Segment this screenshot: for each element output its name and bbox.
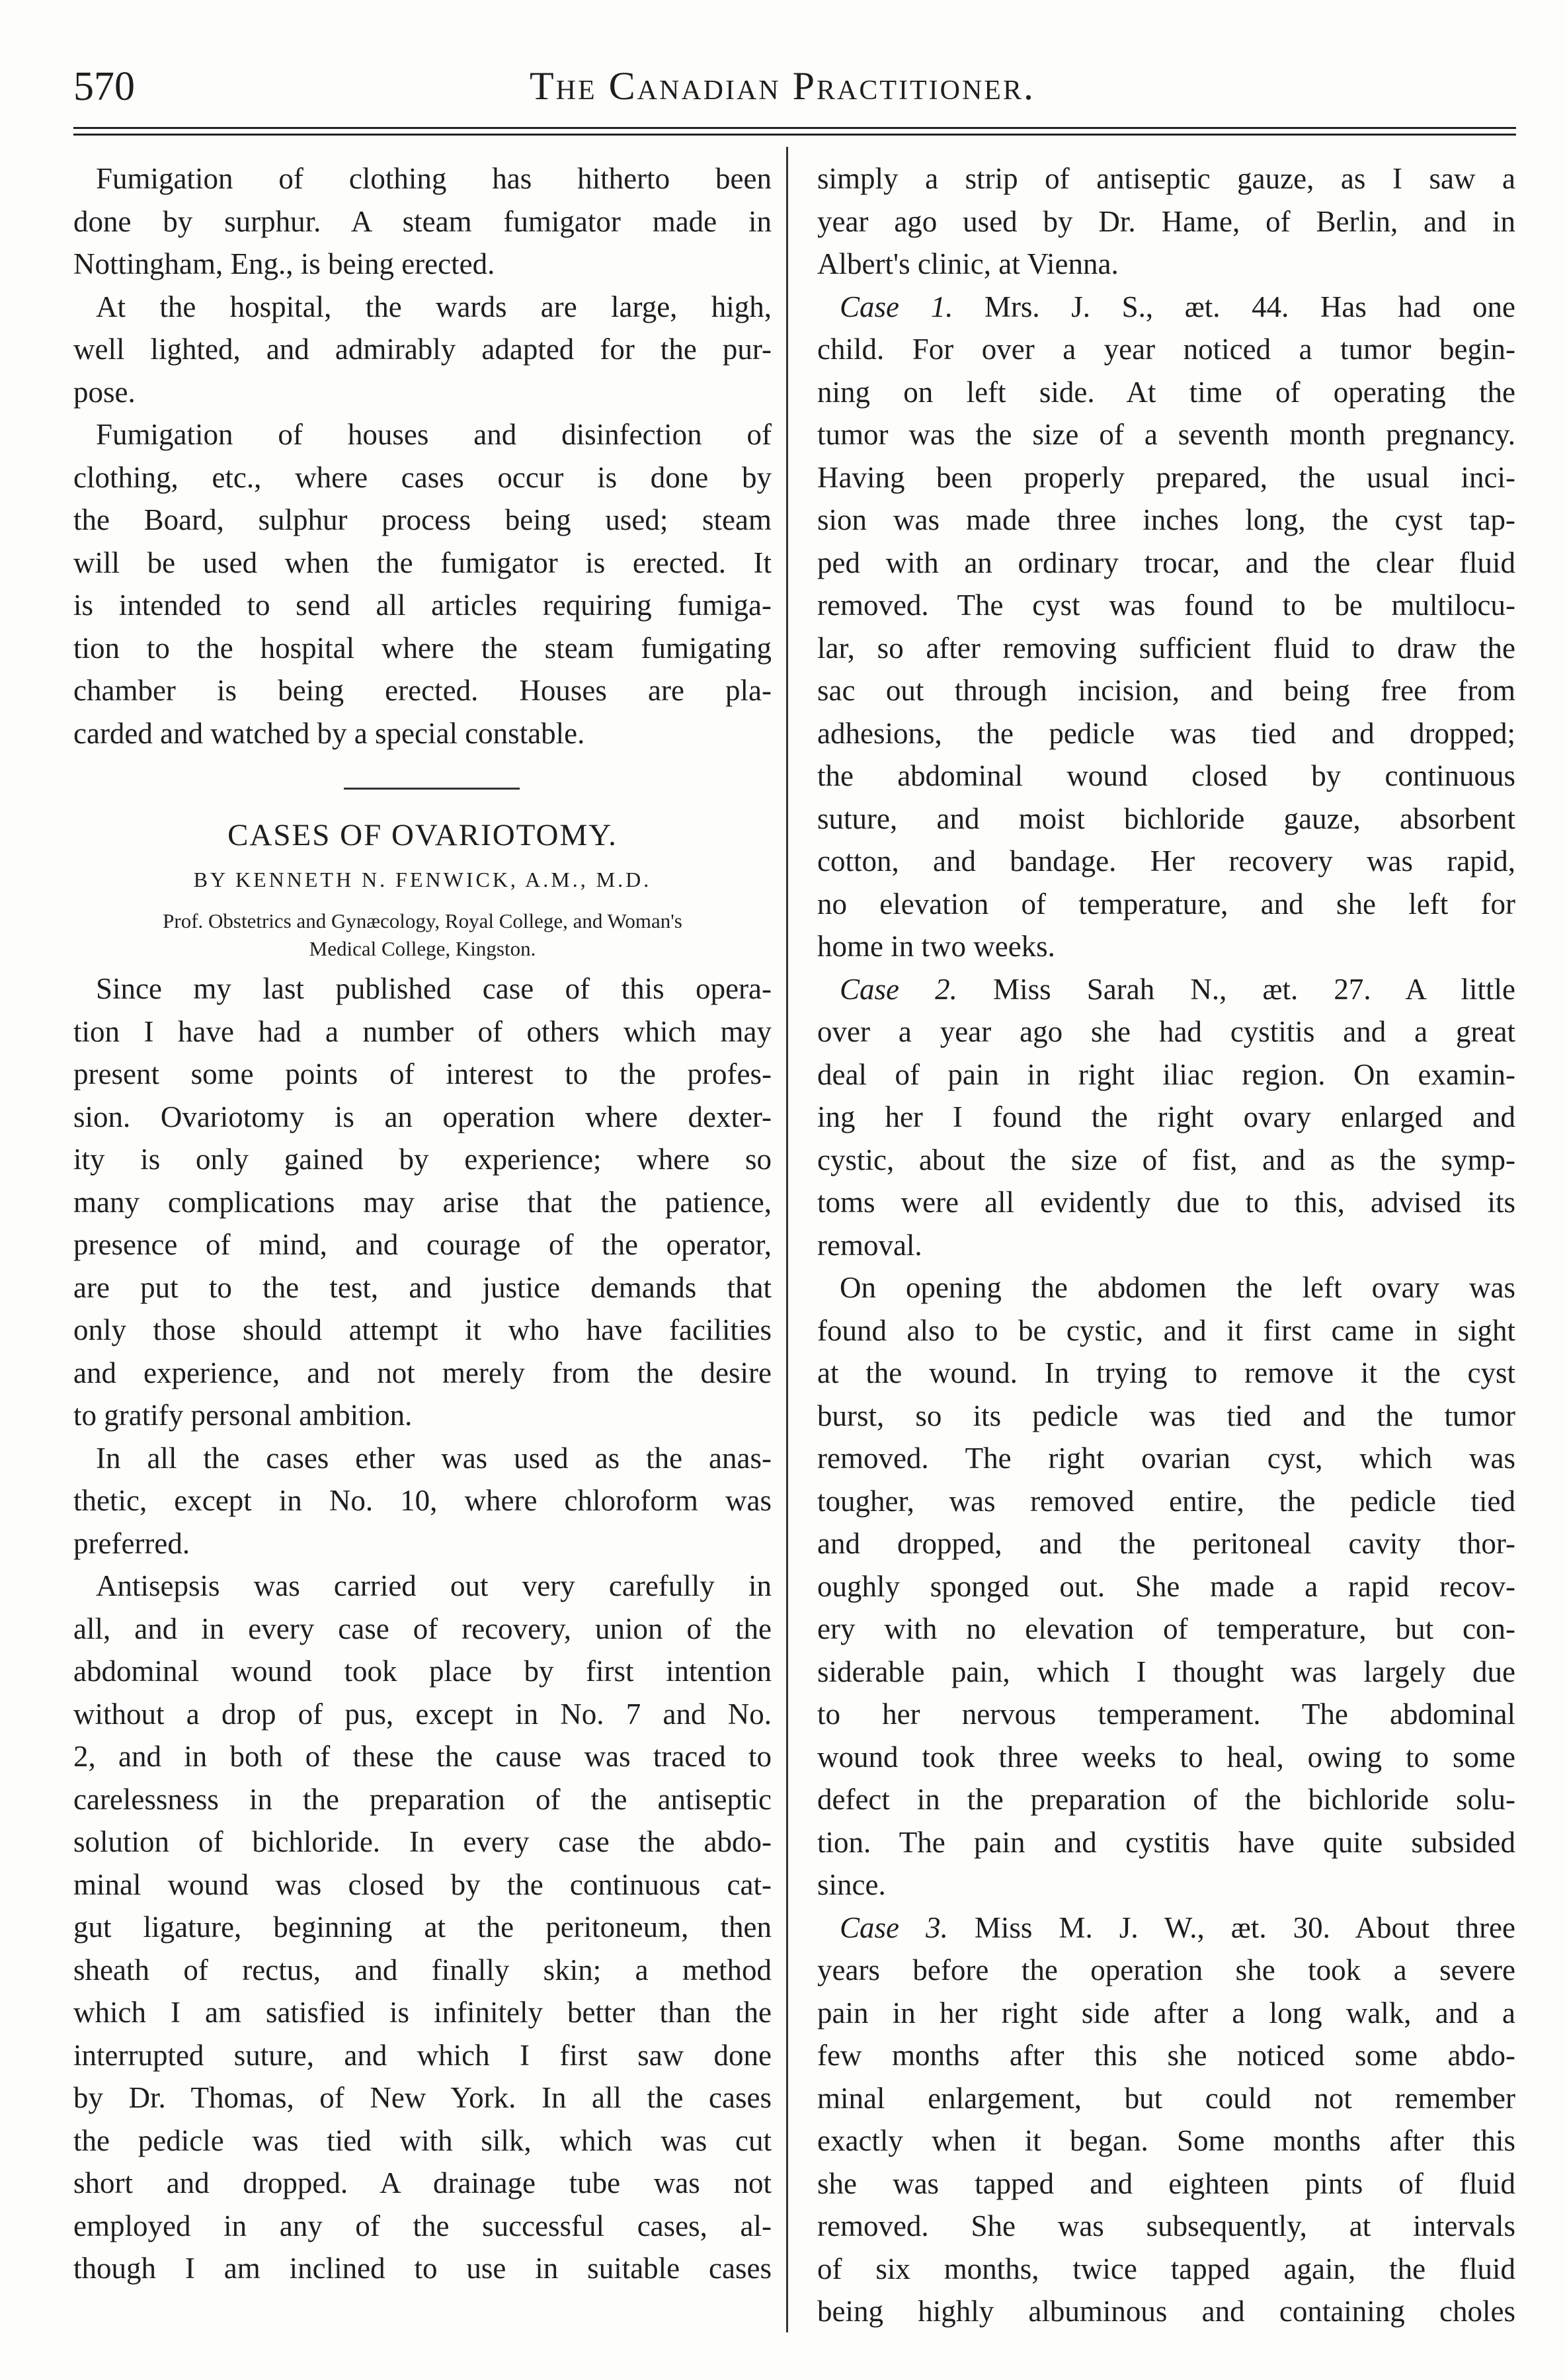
text-line: ery with no elevation of temperature, but con-	[817, 1612, 1515, 1645]
text-line: the Board, sulphur process being used; steam	[73, 503, 772, 536]
text-line: to her nervous temperament. The abdominal	[817, 1698, 1515, 1731]
text-line: few months after this she noticed some abdo-	[817, 2039, 1515, 2072]
text-line: defect in the preparation of the bichloride solu-	[817, 1783, 1515, 1816]
text-line: adhesions, the pedicle was tied and dropped;	[817, 716, 1515, 750]
text-line: Albert's clinic, at Vienna.	[817, 247, 1119, 280]
text-line: which I am satisfied is infinitely better than the	[73, 1996, 772, 2029]
article-byline: BY KENNETH N. FENWICK, A.M., M.D.	[193, 868, 652, 891]
text-line: suture, and moist bichloride gauze, absorbent	[817, 801, 1515, 835]
text-line: pose.	[73, 375, 136, 409]
text-line: On opening the abdomen the left ovary was	[840, 1271, 1515, 1304]
text-line: Fumigation of clothing has hitherto been	[96, 162, 772, 195]
text-line: without a drop of pus, except in No. 7 and No.	[73, 1697, 772, 1731]
text-line: is intended to send all articles requiring fumiga-	[73, 589, 772, 622]
text-line: removed. The cyst was found to be multilocu-	[817, 589, 1515, 622]
left-column-top	[73, 157, 772, 755]
text-line: child. For over a year noticed a tumor begin-	[817, 333, 1515, 366]
line-text: Mrs. J. S., æt. 44. Has had one	[953, 290, 1516, 323]
column-divider	[786, 147, 788, 2332]
text-line: present some points of interest to the profes-	[73, 1057, 772, 1090]
text-line: tougher, was removed entire, the pedicle tied	[817, 1484, 1515, 1518]
text-line: found also to be cystic, and it first came in sight	[817, 1313, 1515, 1347]
text-line: all, and in every case of recovery, union of the	[73, 1612, 772, 1645]
text-line: ing her I found the right ovary enlarged and	[817, 1100, 1515, 1133]
text-line: cotton, and bandage. Her recovery was rapid,	[817, 844, 1515, 878]
text-line: employed in any of the successful cases, al-	[73, 2209, 772, 2242]
text-line: 2, and in both of these the cause was traced to	[73, 1740, 772, 1773]
affiliation-line: Prof. Obstetrics and Gynæcology, Royal College, and Woman's	[163, 909, 682, 932]
article-title: CASES OF OVARIOTOMY.	[227, 818, 618, 852]
text-line: removal.	[817, 1228, 922, 1262]
text-line: are put to the test, and justice demands that	[73, 1270, 772, 1304]
header-rule-bottom	[73, 134, 1516, 136]
text-line: the pedicle was tied with silk, which was cut	[73, 2123, 772, 2157]
case-label: Case 1.	[840, 290, 953, 323]
text-line: removed. The right ovarian cyst, which was	[817, 1442, 1515, 1475]
text-line: sion was made three inches long, the cyst tap-	[817, 503, 1515, 536]
affiliation-line: Medical College, Kingston.	[309, 937, 536, 960]
text-line: Since my last published case of this opera-	[96, 972, 772, 1005]
paragraph	[817, 968, 1515, 1267]
text-line: tumor was the size of a seventh month pregnancy.	[817, 418, 1515, 451]
text-line: gut ligature, beginning at the peritoneum, then	[73, 1910, 772, 1944]
text-line: tion to the hospital where the steam fumigating	[73, 631, 772, 665]
line-text: Miss Sarah N., æt. 27. A little	[957, 972, 1516, 1006]
text-line: tion I have had a number of others which may	[73, 1014, 772, 1048]
text-line: simply a strip of antiseptic gauze, as I saw a	[817, 162, 1515, 195]
text-line: though I am inclined to use in suitable cases	[73, 2252, 772, 2285]
text-line: cystic, about the size of fist, and as the symp-	[817, 1143, 1515, 1176]
text-line: well lighted, and admirably adapted for the pur-	[73, 333, 772, 366]
text-line: toms were all evidently due to this, advised its	[817, 1186, 1515, 1219]
paragraph	[73, 413, 772, 755]
paragraph	[73, 157, 772, 286]
text-line: Nottingham, Eng., is being erected.	[73, 247, 495, 280]
text-line	[817, 1907, 1515, 1949]
text-line: In all the cases ether was used as the anas-	[96, 1441, 772, 1475]
header-rule-top	[73, 127, 1516, 129]
text-line: sheath of rectus, and finally skin; a method	[73, 1953, 772, 1987]
text-line: ity is only gained by experience; where so	[73, 1143, 772, 1176]
paragraph	[73, 967, 772, 1437]
text-line: sac out through incision, and being free from	[817, 674, 1515, 707]
text-line: carded and watched by a special constable.	[73, 716, 585, 750]
text-line: home in two weeks.	[817, 930, 1055, 963]
text-line: and dropped, and the peritoneal cavity thor-	[817, 1527, 1515, 1560]
text-line: carelessness in the preparation of the antiseptic	[73, 1782, 772, 1816]
text-line: tion. The pain and cystitis have quite subsided	[817, 1825, 1515, 1859]
text-line: deal of pain in right iliac region. On examin-	[817, 1057, 1515, 1091]
case-label: Case 3.	[840, 1910, 948, 1944]
text-line: Fumigation of houses and disinfection of	[96, 418, 772, 451]
paragraph	[817, 286, 1515, 968]
left-column-article	[73, 967, 772, 2290]
text-line: minal wound was closed by the continuous cat-	[73, 1867, 772, 1901]
paragraph	[817, 1266, 1515, 1907]
text-line: over a year ago she had cystitis and a great	[817, 1015, 1515, 1048]
text-line: being highly albuminous and containing choles	[817, 2295, 1515, 2328]
text-line: the abdominal wound closed by continuous	[817, 759, 1515, 792]
running-title: The Canadian Practitioner.	[530, 64, 1035, 108]
text-line: At the hospital, the wards are large, high,	[96, 290, 772, 323]
text-line: at the wound. In trying to remove it the cyst	[817, 1356, 1515, 1389]
text-line: Having been properly prepared, the usual inci-	[817, 460, 1515, 494]
text-line: preferred.	[73, 1526, 190, 1560]
text-line: Antisepsis was carried out very carefully in	[96, 1569, 772, 1602]
text-line: wound took three weeks to heal, owing to some	[817, 1740, 1515, 1774]
page-number: 570	[73, 64, 135, 109]
text-line: and experience, and not merely from the desire	[73, 1356, 772, 1389]
text-line	[817, 968, 1515, 1011]
text-line: oughly sponged out. She made a rapid recov-	[817, 1569, 1515, 1603]
text-line: short and dropped. A drainage tube was not	[73, 2166, 772, 2199]
text-line: no elevation of temperature, and she left for	[817, 887, 1515, 921]
text-line: she was tapped and eighteen pints of fluid	[817, 2166, 1515, 2200]
text-line: chamber is being erected. Houses are pla-	[73, 674, 772, 707]
paragraph	[817, 157, 1515, 286]
text-line: ped with an ordinary trocar, and the clear fluid	[817, 546, 1515, 579]
text-line: pain in her right side after a long walk, and a	[817, 1996, 1515, 2030]
text-line: abdominal wound took place by first intention	[73, 1655, 772, 1688]
paragraph	[73, 1437, 772, 1565]
text-line: done by surphur. A steam fumigator made in	[73, 204, 772, 238]
text-line: siderable pain, which I thought was largely due	[817, 1655, 1515, 1688]
text-line: sion. Ovariotomy is an operation where dexter-	[73, 1100, 772, 1133]
text-line	[817, 286, 1515, 329]
text-line: years before the operation she took a severe	[817, 1953, 1515, 1987]
line-text: Miss M. J. W., æt. 30. About three	[947, 1910, 1516, 1944]
case-label: Case 2.	[840, 972, 957, 1006]
text-line: minal enlargement, but could not remember	[817, 2081, 1515, 2115]
text-line: of six months, twice tapped again, the fluid	[817, 2252, 1515, 2285]
text-line: to gratify personal ambition.	[73, 1399, 413, 1432]
text-line: many complications may arise that the patience,	[73, 1185, 772, 1219]
text-line: since.	[817, 1868, 886, 1901]
text-line: year ago used by Dr. Hame, of Berlin, and in	[817, 204, 1515, 238]
text-line: lar, so after removing sufficient fluid to draw the	[817, 631, 1515, 665]
text-line: interrupted suture, and which I first saw done	[73, 2038, 772, 2072]
paragraph	[73, 286, 772, 414]
text-line: clothing, etc., where cases occur is done by	[73, 460, 772, 494]
paragraph	[73, 1565, 772, 2290]
text-line: presence of mind, and courage of the operator,	[73, 1228, 772, 1261]
text-line: ning on left side. At time of operating the	[817, 375, 1515, 409]
text-line: removed. She was subsequently, at intervals	[817, 2209, 1515, 2242]
text-line: will be used when the fumigator is erected. It	[73, 546, 772, 579]
text-line: only those should attempt it who have facilities	[73, 1313, 772, 1346]
text-line: solution of bichloride. In every case the abdo-	[73, 1825, 772, 1858]
author-affiliation	[73, 907, 772, 963]
paragraph	[817, 1907, 1515, 2333]
right-column	[817, 157, 1515, 2333]
section-rule	[344, 788, 520, 790]
text-line: burst, so its pedicle was tied and the tumor	[817, 1399, 1515, 1432]
text-line: by Dr. Thomas, of New York. In all the cases	[73, 2081, 772, 2114]
text-line: exactly when it began. Some months after this	[817, 2124, 1515, 2157]
text-line: thetic, except in No. 10, where chloroform was	[73, 1484, 772, 1517]
